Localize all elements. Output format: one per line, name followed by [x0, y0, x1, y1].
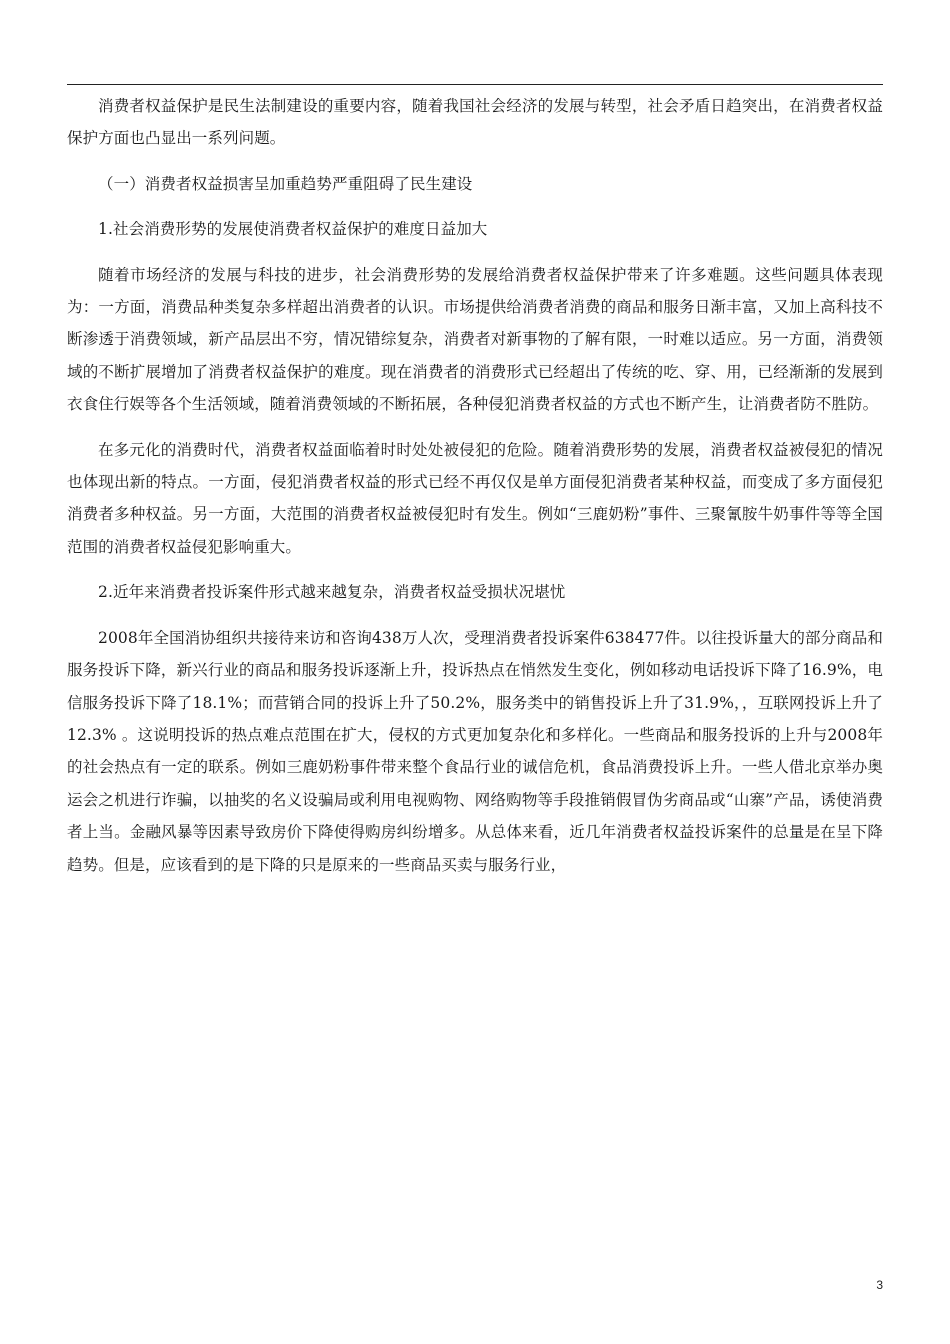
- header-rule: [67, 84, 883, 85]
- page-number: 3: [876, 1278, 883, 1292]
- subsection-heading-2: 2.近年来消费者投诉案件形式越来越复杂，消费者权益受损状况堪忧: [98, 583, 566, 602]
- section-heading: （一）消费者权益损害呈加重趋势严重阻碍了民生建设: [98, 174, 473, 193]
- document-body: [67, 90, 883, 881]
- body-paragraph: 在多元化的消费时代，消费者权益面临着时时处处被侵犯的危险。随着消费形势的发展，消费者权益被侵犯的情况也体现出新的特点。一方面，侵犯消费者权益的形式已经不再仅仅是单方面侵犯消费者某种权益，而变成了多方面侵犯消费者多种权益。另一方面，大范围的消费者权益被侵犯时有发生。例如“三鹿奶粉”事件、三聚氰胺牛奶事件等等全国范围的消费者权益侵犯影响重大。: [67, 440, 883, 556]
- intro-paragraph: 消费者权益保护是民生法制建设的重要内容，随着我国社会经济的发展与转型，社会矛盾日趋突出，在消费者权益保护方面也凸显出一系列问题。: [67, 97, 883, 148]
- body-paragraph: 随着市场经济的发展与科技的进步，社会消费形势的发展给消费者权益保护带来了许多难题。这些问题具体表现为：一方面，消费品种类复杂多样超出消费者的认识。市场提供给消费者消费的商品和服务日渐丰富，又加上高科技不断渗透于消费领域，新产品层出不穷，情况错综复杂，消费者对新事物的了解有限，一时难以适应。另一方面，消费领域的不断扩展增加了消费者权益保护的难度。现在消费者的消费形式已经超出了传统的吃、穿、用，已经渐渐的发展到衣食住行娱等各个生活领域，随着消费领域的不断拓展，各种侵犯消费者权益的方式也不断产生，让消费者防不胜防。: [67, 265, 883, 414]
- subsection-heading-1: 1.社会消费形势的发展使消费者权益保护的难度日益加大: [98, 220, 488, 239]
- body-paragraph: 2008年全国消协组织共接待来访和咨询438万人次，受理消费者投诉案件638477件。以往投诉量大的部分商品和服务投诉下降，新兴行业的商品和服务投诉逐渐上升，投诉热点在悄然发生变化，例如移动电话投诉下降了16.9%，电信服务投诉下降了18.1%；而营销合同的投诉上升了50.2%，服务类中的销售投诉上升了31.9%，，互联网投诉上升了12.3% 。这说明投诉的热点难点范围在扩大，侵权的方式更加复杂化和多样化。一些商品和服务投诉的上升与2008年的社会热点有一定的联系。例如三鹿奶粉事件带来整个食品行业的诚信危机，食品消费投诉上升。一些人借北京举办奥运会之机进行诈骗，以抽奖的名义设骗局或利用电视购物、网络购物等手段推销假冒伪劣商品或“山寨”产品，诱使消费者上当。金融风暴等因素导致房价下降使得购房纠纷增多。从总体来看，近几年消费者权益投诉案件的总量是在呈下降趋势。但是，应该看到的是下降的只是原来的一些商品买卖与服务行业，: [67, 628, 883, 874]
